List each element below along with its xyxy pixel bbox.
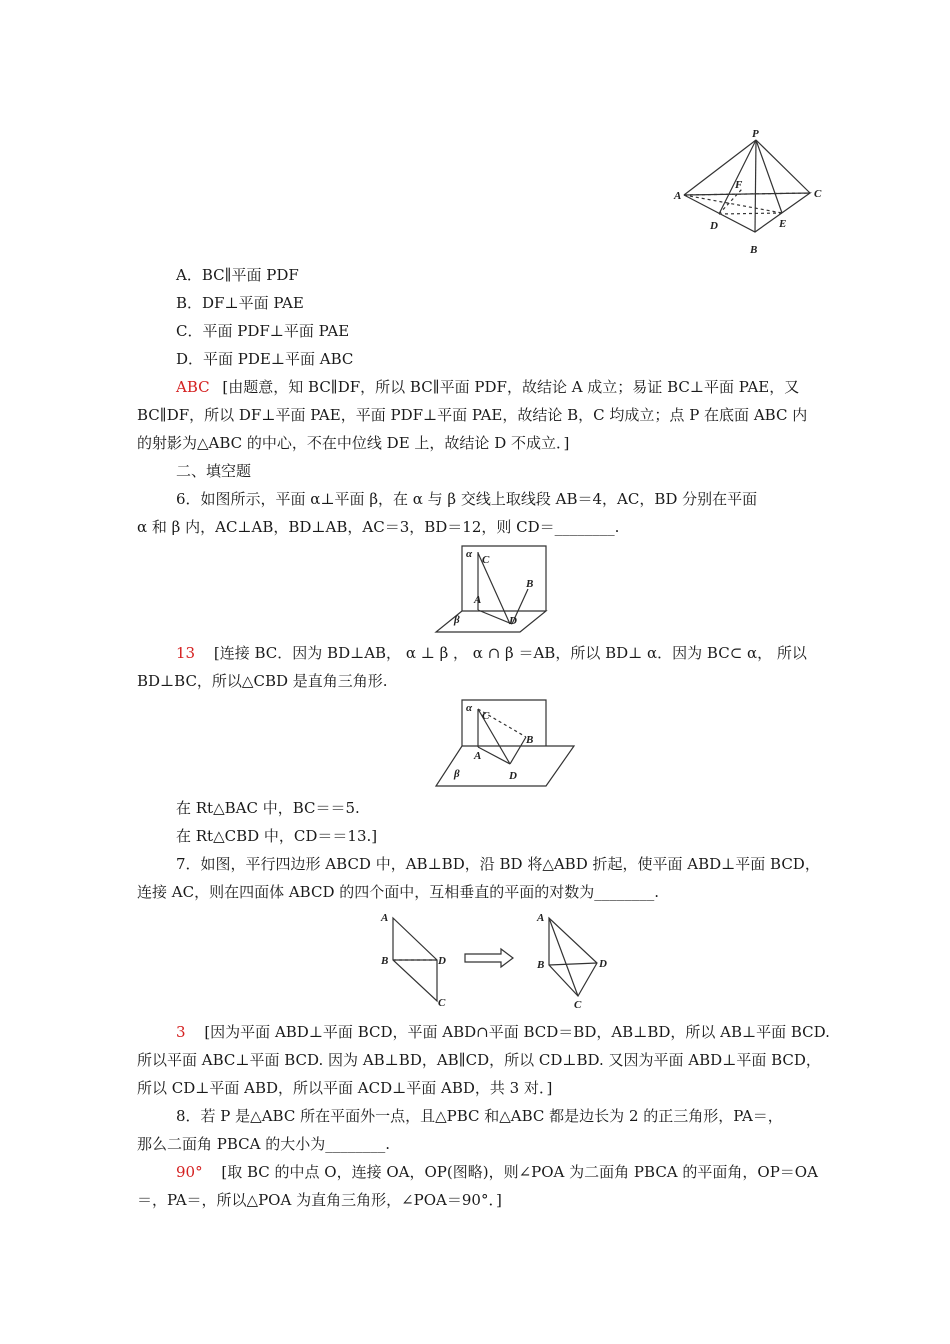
label-P: P bbox=[752, 128, 759, 140]
label-B: B bbox=[526, 578, 534, 590]
pyramid-figure bbox=[672, 125, 822, 260]
label-B: B bbox=[750, 244, 758, 256]
q5-explanation-3: 的射影为△ABC 的中心，不在中位线 DE 上，故结论 D 不成立．] bbox=[137, 434, 570, 452]
q6-calc-1: 在 Rt△BAC 中，BC＝＝5. bbox=[176, 799, 360, 817]
q7-figure bbox=[375, 908, 615, 1012]
q5-explanation-1: [由题意，知 BC∥DF，所以 BC∥平面 PDF，故结论 A 成立；易证 BC⊥平面 PAE，又 bbox=[222, 378, 800, 396]
section-title: 二、填空题 bbox=[176, 462, 252, 480]
label-A: A bbox=[474, 594, 482, 606]
label-C-right: C bbox=[574, 999, 582, 1011]
label-D-left: D bbox=[438, 955, 446, 967]
edge-PC bbox=[756, 140, 810, 193]
label-D: D bbox=[509, 615, 517, 627]
q7-answer: 3 bbox=[176, 1023, 186, 1041]
q6-answer-line bbox=[176, 643, 807, 663]
label-C: C bbox=[482, 554, 490, 566]
q8-answer: 90° bbox=[176, 1163, 203, 1181]
label-B-right: B bbox=[537, 959, 545, 971]
q5-answer: ABC bbox=[176, 378, 210, 396]
edge-PA bbox=[684, 140, 756, 195]
q5-explanation-2: BC∥DF，所以 DF⊥平面 PAE，平面 PDF⊥平面 PAE，故结论 B，C 均成立；点 P 在底面 ABC 内 bbox=[137, 406, 808, 424]
label-E: E bbox=[779, 218, 787, 230]
edge-DE bbox=[719, 213, 782, 214]
q7-explanation-3: 所以 CD⊥平面 ABD，所以平面 ACD⊥平面 ABD，共 3 对．] bbox=[137, 1079, 553, 1097]
label-A-right: A bbox=[537, 912, 545, 924]
label-alpha: α bbox=[466, 548, 473, 560]
q8-stem-2: 那么二面角 PBCA 的大小为________. bbox=[137, 1135, 391, 1153]
label-B-left: B bbox=[381, 955, 389, 967]
q7-stem-1: 7．如图，平行四边形 ABCD 中，AB⊥BD，沿 BD 将△ABD 折起，使平面 ABD⊥平面 BCD， bbox=[176, 855, 820, 873]
q6-answer: 13 bbox=[176, 644, 196, 662]
q6-figure bbox=[430, 543, 590, 635]
q8-explanation-1: [取 BC 的中点 O，连接 OA，OP(图略)，则∠POA 为二面角 PBCA 的平面角，OP＝OA bbox=[221, 1163, 818, 1181]
q6-solution-figure bbox=[430, 697, 590, 789]
label-beta: β bbox=[454, 768, 460, 780]
label-B: B bbox=[526, 734, 534, 746]
q7-explanation-1: [因为平面 ABD⊥平面 BCD，平面 ABD∩平面 BCD＝BD，AB⊥BD，所以 AB⊥平面 BCD. bbox=[204, 1023, 830, 1041]
q6-calc-2: 在 Rt△CBD 中，CD＝＝13.] bbox=[176, 827, 378, 845]
q7-explanation-2: 所以平面 ABC⊥平面 BCD. 因为 AB⊥BD，AB∥CD，所以 CD⊥BD. 又因为平面 ABD⊥平面 BCD， bbox=[137, 1051, 821, 1069]
label-F: F bbox=[735, 179, 743, 191]
option-b: B．DF⊥平面 PAE bbox=[176, 294, 304, 312]
label-A-left: A bbox=[381, 912, 389, 924]
edge-PD bbox=[719, 140, 756, 214]
label-beta: β bbox=[454, 614, 460, 626]
edge-PB bbox=[755, 140, 756, 232]
option-a: A．BC∥平面 PDF bbox=[176, 266, 299, 284]
edge-PE bbox=[756, 140, 782, 213]
q7-stem-2: 连接 AC，则在四面体 ABCD 的四个面中，互相垂直的平面的对数为________. bbox=[137, 883, 660, 901]
option-d: D．平面 PDE⊥平面 ABC bbox=[176, 350, 354, 368]
label-C-left: C bbox=[438, 997, 446, 1009]
q8-answer-line bbox=[176, 1162, 818, 1182]
q8-explanation-2: ＝，PA＝，所以△POA 为直角三角形，∠POA＝90°．] bbox=[137, 1191, 502, 1209]
label-alpha: α bbox=[466, 702, 473, 714]
plane-beta bbox=[436, 611, 546, 632]
label-A: A bbox=[474, 750, 482, 762]
label-D: D bbox=[509, 770, 517, 782]
q6-explanation-1: [连接 BC．因为 BD⊥AB， α ⊥ β ， α ∩ β ＝AB，所以 BD⊥ α．因为 BC⊂ α， 所以 bbox=[213, 644, 807, 662]
q7-answer-line bbox=[176, 1022, 830, 1042]
label-C: C bbox=[814, 188, 822, 200]
option-c: C．平面 PDF⊥平面 PAE bbox=[176, 322, 350, 340]
q6-stem-2: α 和 β 内，AC⊥AB，BD⊥AB，AC＝3，BD＝12，则 CD＝________. bbox=[137, 518, 620, 536]
edge-AE bbox=[684, 195, 782, 213]
label-D: D bbox=[710, 220, 718, 232]
q6-explanation-2: BD⊥BC，所以△CBD 是直角三角形. bbox=[137, 672, 388, 690]
arrow-icon bbox=[465, 949, 513, 967]
q5-answer-line bbox=[176, 377, 799, 397]
q6-stem-1: 6．如图所示，平面 α⊥平面 β，在 α 与 β 交线上取线段 AB＝4，AC，BD 分别在平面 bbox=[176, 490, 758, 508]
q8-stem-1: 8．若 P 是△ABC 所在平面外一点，且△PBC 和△ABC 都是边长为 2 的正三角形，PA＝， bbox=[176, 1107, 783, 1125]
label-A: A bbox=[674, 190, 682, 202]
label-C: C bbox=[482, 710, 490, 722]
label-D-right: D bbox=[599, 958, 607, 970]
